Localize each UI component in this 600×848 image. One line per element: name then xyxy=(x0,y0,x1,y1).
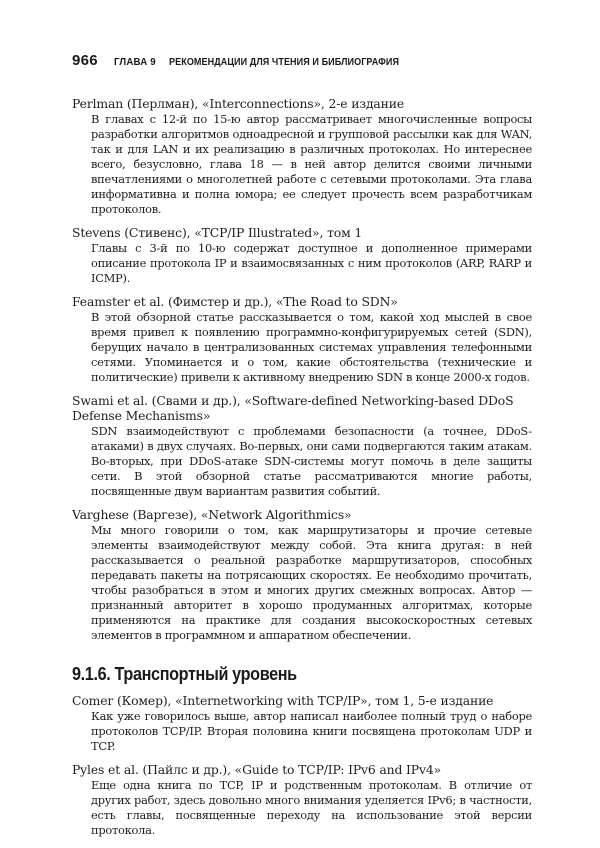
entry-description: В главах с 12-й по 15-ю автор рассматривает многочисленные вопросы разработки алгоритмов одноадресной и групповой рассылки как для WAN, так и для LAN и их реализацию в различных протоколах. Но интереснее всего, безусловно, глава 18 — в ней автор делится своими личными впечатлениями о многолетней работе с сетевыми протоколами. Эта глава информативна и полна юмора; ее следует прочесть всем разработчикам протоколов. xyxy=(91,112,532,216)
bibliography-entry xyxy=(72,393,532,499)
bibliography-entry xyxy=(72,762,532,838)
bibliography-entry xyxy=(72,693,532,754)
page-header xyxy=(72,52,437,70)
entry-description: Главы с 3-й по 10-ю содержат доступное и дополненное примерами описание протокола IP и взаимосвязанных с ним протоколов (ARP, RARP и ICMP). xyxy=(91,241,532,285)
entry-title: Comer (Комер), «Internetworking with TCP/IP», том 1, 5-е издание xyxy=(72,693,494,708)
section-heading: 9.1.6. Транспортный уровень xyxy=(72,664,297,684)
chapter-label: ГЛАВА 9 xyxy=(113,56,156,68)
entry-description: В этой обзорной статье рассказывается о том, какой ход мыслей в свое время привел к появлению программно-конфигурируемых сетей (SDN), берущих начало в централизованных системах управления телефонными сетями. Упоминается и о том, какие обстоятельства (технические и политические) привели к активному внедрению SDN в конце 2000-х годов. xyxy=(91,310,532,384)
bibliography-entry xyxy=(72,294,532,385)
bibliography-entry xyxy=(72,225,532,286)
running-title: РЕКОМЕНДАЦИИ ДЛЯ ЧТЕНИЯ И БИБЛИОГРАФИЯ xyxy=(169,56,400,68)
bibliography-entry xyxy=(72,96,532,217)
entry-title: Feamster et al. (Фимстер и др.), «The Road to SDN» xyxy=(72,294,398,309)
entry-title: Swami et al. (Свами и др.), «Software-defined Networking-based DDoS Defense Mechanisms» xyxy=(72,393,514,423)
page-number: 966 xyxy=(72,52,98,69)
entry-description: SDN взаимодействуют с проблемами безопасности (а точнее, DDoS-атаками) в двух случаях. Во-первых, они сами подвергаются таким атакам. Во-вторых, при DDoS-атаке SDN-системы могут помочь в деле защиты сети. В этой обзорной статье рассматриваются многие работы, посвященные двум вариантам развития событий. xyxy=(91,424,532,498)
entry-description: Мы много говорили о том, как маршрутизаторы и прочие сетевые элементы взаимодействуют между собой. Эта книга другая: в ней рассказывается о реальной разработке маршрутизаторов, способных передавать пакеты на потрясающих скоростях. Ее необходимо прочитать, чтобы разобраться в этом и многих других смежных вопросах. Автор — признанный авторитет в хорошо продуманных алгоритмах, которые применяются на практике для создания высокоскоростных сетевых элементов в программном и аппаратном обеспечении. xyxy=(91,523,532,642)
page-content xyxy=(72,96,532,846)
entry-title: Stevens (Стивенс), «TCP/IP Illustrated», том 1 xyxy=(72,225,363,240)
entry-description: Еще одна книга по TCP, IP и родственным протоколам. В отличие от других работ, здесь довольно много внимания уделяется IPv6; в частности, есть главы, посвященные переходу на использование этой версии протокола. xyxy=(91,778,532,837)
entry-title: Perlman (Перлман), «Interconnections», 2-е издание xyxy=(72,96,405,111)
entry-description: Как уже говорилось выше, автор написал наиболее полный труд о наборе протоколов TCP/IP. Вторая половина книги посвящена протоколам UDP и TCP. xyxy=(91,709,532,753)
entry-title: Pyles et al. (Пайлс и др.), «Guide to TCP/IP: IPv6 and IPv4» xyxy=(72,762,441,777)
bibliography-entry xyxy=(72,507,532,643)
entry-title: Varghese (Варгезе), «Network Algorithmics» xyxy=(72,507,352,522)
